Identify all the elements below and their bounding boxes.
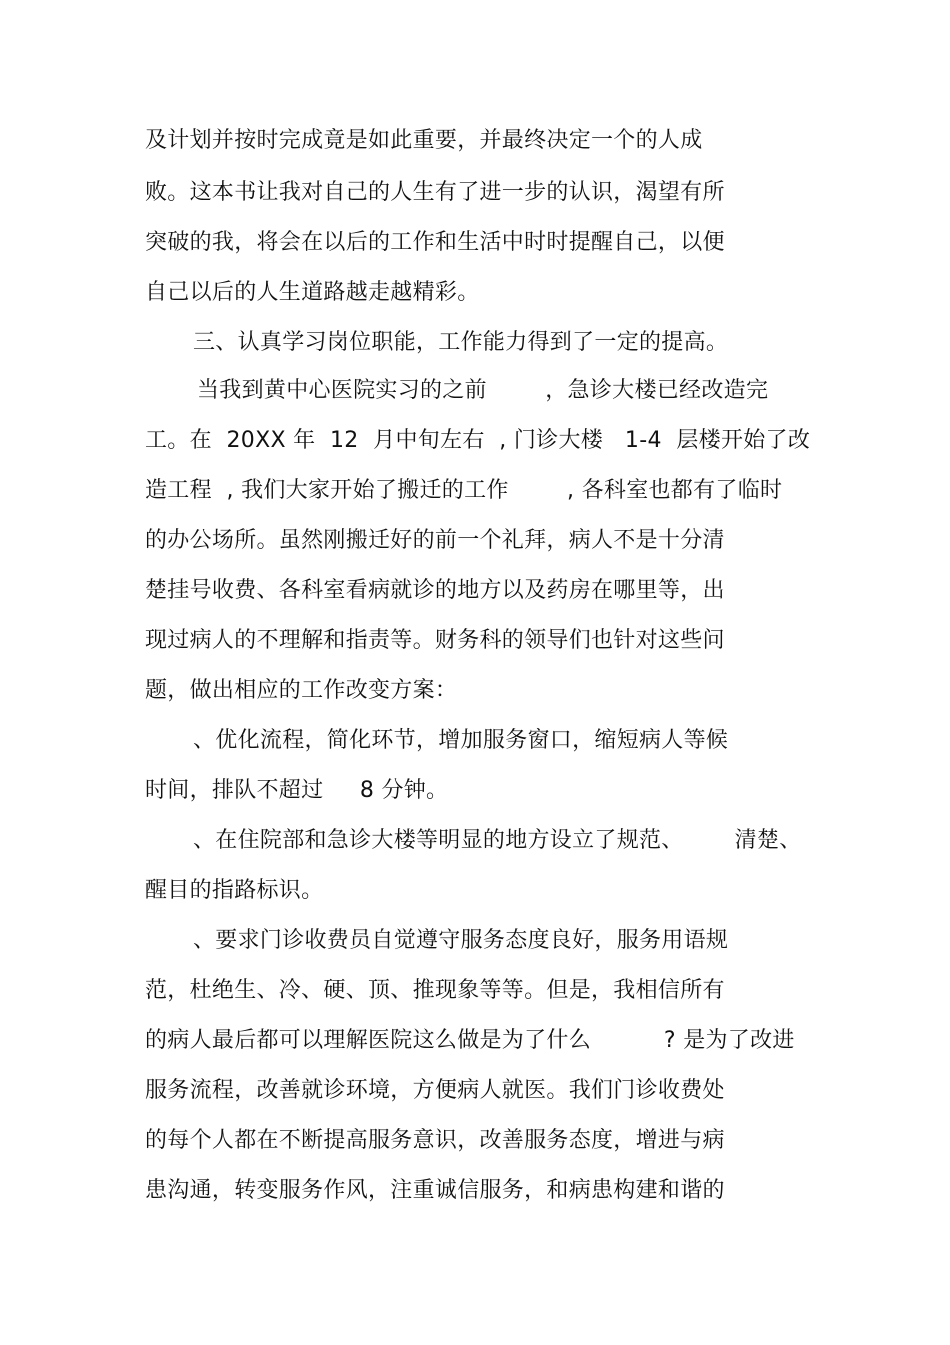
text-line: 自己以后的人生道路越走越精彩。 xyxy=(145,280,480,305)
text-line: 服务流程，改善就诊环境，方便病人就医。我们门诊收费处 xyxy=(145,1078,725,1103)
text-line: 的办公场所。虽然刚搬迁好的前一个礼拜，病人不是十分清 xyxy=(145,528,725,553)
text-line: 醒目的指路标识。 xyxy=(145,878,324,903)
text-line: 工。在 20XX 年 12 月中旬左右 , 门诊大楼 1-4 层楼开始了改 xyxy=(145,428,811,453)
text-line: 突破的我，将会在以后的工作和生活中时时提醒自己，以便 xyxy=(145,230,725,255)
text-line: 范，杜绝生、冷、硬、顶、推现象等等。但是，我相信所有 xyxy=(145,978,725,1003)
list-item: 、在住院部和急诊大楼等明显的地方设立了规范、 清楚、 xyxy=(193,828,802,853)
section-heading: 三、认真学习岗位职能，工作能力得到了一定的提高。 xyxy=(193,330,729,355)
text-line: 及计划并按时完成竟是如此重要，并最终决定一个的人成 xyxy=(145,128,703,153)
text-line: 造工程 , 我们大家开始了搬迁的工作 , 各科室也都有了临时 xyxy=(145,478,783,503)
text-line: 败。这本书让我对自己的人生有了进一步的认识，渴望有所 xyxy=(145,180,725,205)
text-line: 的每个人都在不断提高服务意识，改善服务态度，增进与病 xyxy=(145,1128,725,1153)
list-item: 、优化流程，简化环节，增加服务窗口，缩短病人等候 xyxy=(193,728,729,753)
list-item: 、要求门诊收费员自觉遵守服务态度良好，服务用语规 xyxy=(193,928,729,953)
text-line: 楚挂号收费、各科室看病就诊的地方以及药房在哪里等，出 xyxy=(145,578,725,603)
text-line: 时间，排队不超过 8 分钟。 xyxy=(145,778,449,803)
text-line: 题，做出相应的工作改变方案： xyxy=(145,678,458,703)
text-line: 的病人最后都可以理解医院这么做是为了什么 ? 是为了改进 xyxy=(145,1028,795,1053)
text-line: 现过病人的不理解和指责等。财务科的领导们也针对这些问 xyxy=(145,628,725,653)
text-line: 患沟通，转变服务作风，注重诚信服务，和病患构建和谐的 xyxy=(145,1178,725,1203)
text-line: 当我到黄中心医院实习的之前 ，急诊大楼已经改造完 xyxy=(197,378,769,403)
